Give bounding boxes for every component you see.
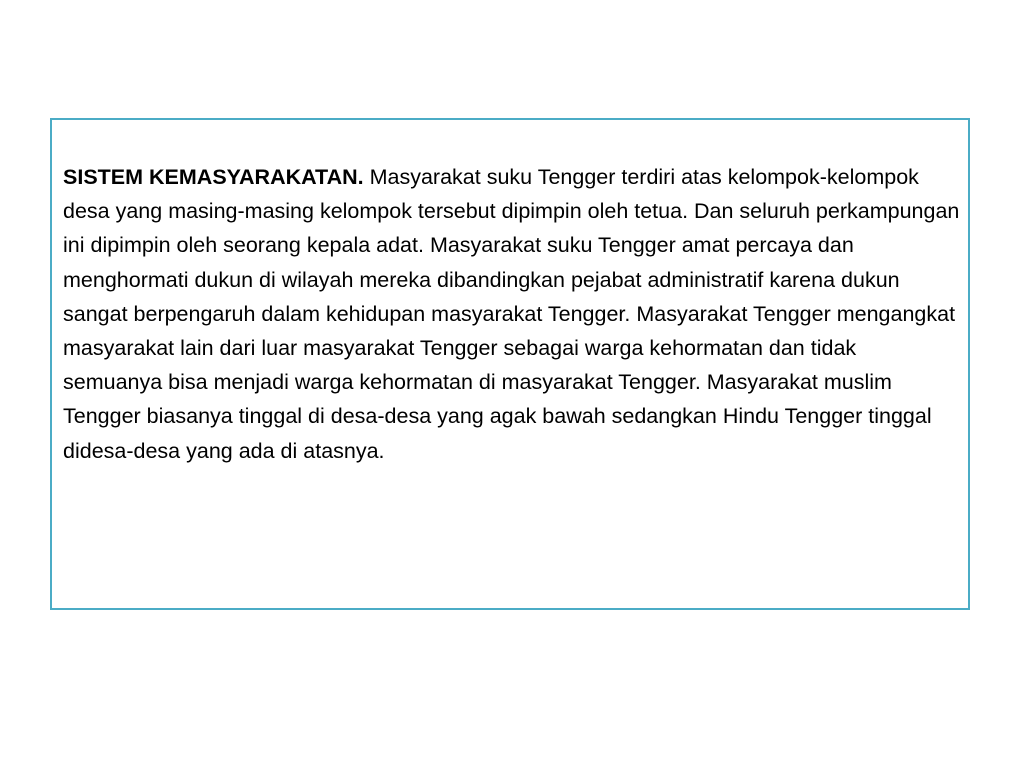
- body-text: Masyarakat suku Tengger terdiri atas kelompok-kelompok desa yang masing-masing kelompok tersebut dipimpin oleh tetua. Dan seluruh perkampungan ini dipimpin oleh seorang kepala adat. Masyarakat suku Tengger amat percaya dan menghormati dukun di wilayah mereka dibandingkan pejabat administratif karena dukun sangat berpengaruh dalam kehidupan masyarakat Tengger. Masyarakat Tengger mengangkat masyarakat lain dari luar masyarakat Tengger sebagai warga kehormatan dan tidak semuanya bisa menjadi warga kehormatan di masyarakat Tengger. Masyarakat muslim Tengger biasanya tinggal di desa-desa yang agak bawah sedangkan Hindu Tengger tinggal didesa-desa yang ada di atasnya.: [63, 165, 960, 463]
- section-heading: SISTEM KEMASYARAKATAN.: [63, 165, 364, 189]
- text-box: [50, 118, 970, 610]
- body-paragraph: [63, 160, 960, 468]
